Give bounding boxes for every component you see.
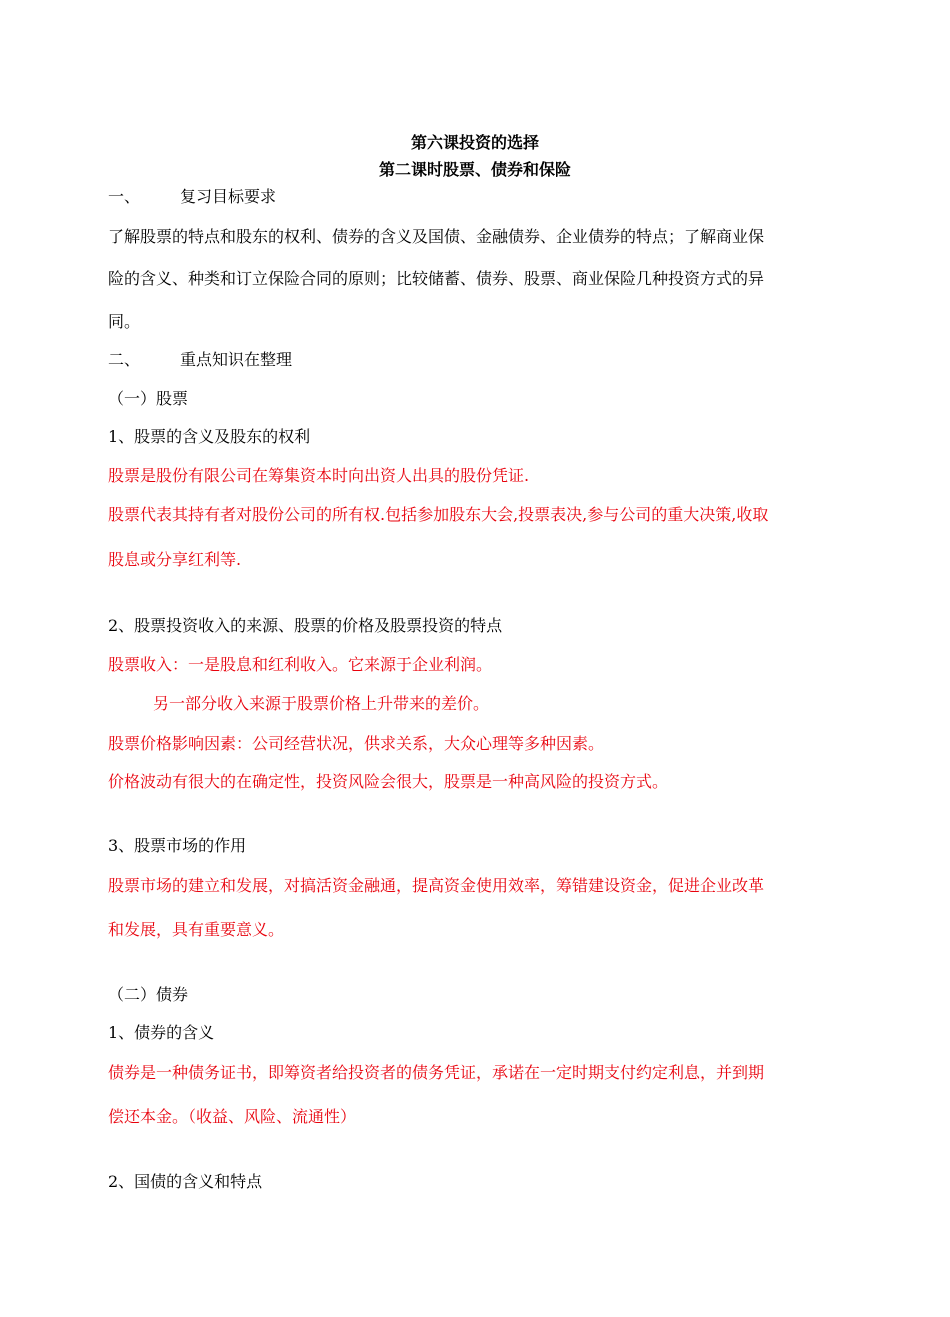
bond-question-2: 2、国债的含义和特点: [108, 1172, 263, 1191]
bond-answer-1-line-1: 债券是一种债务证书，即筹资者给投资者的债务凭证，承诺在一定时期支付约定利息，并到期: [108, 1063, 765, 1082]
section2-title: 重点知识在整理: [180, 350, 293, 369]
bond-answer-1-line-2: 偿还本金。（收益、风险、流通性）: [108, 1107, 357, 1126]
stock-answer-2-line-2: 另一部分收入来源于股票价格上升带来的差价。: [153, 694, 490, 713]
stock-question-2: 2、股票投资收入的来源、股票的价格及股票投资的特点: [108, 616, 503, 635]
section2-number: 二、: [108, 350, 141, 369]
section2-heading: [108, 350, 292, 370]
stock-question-1: 1、股票的含义及股东的权利: [108, 427, 311, 446]
stock-answer-2-line-1: 股票收入：一是股息和红利收入。它来源于企业利润。: [108, 655, 493, 674]
bond-heading: （二）债券: [108, 985, 189, 1004]
stock-answer-2-line-4: 价格波动有很大的在确定性，投资风险会很大，股票是一种高风险的投资方式。: [108, 772, 669, 791]
bond-question-1: 1、债券的含义: [108, 1023, 215, 1042]
section1-title: 复习目标要求: [180, 187, 277, 206]
stock-question-3: 3、股票市场的作用: [108, 836, 247, 855]
stock-answer-1-line-2: 股票代表其持有者对股份公司的所有权.包括参加股东大会,投票表决,参与公司的重大决策,收取: [108, 505, 769, 524]
stock-answer-1-line-3: 股息或分享红利等.: [108, 550, 242, 569]
section1-number: 一、: [108, 187, 141, 206]
stock-heading: （一）股票: [108, 389, 189, 408]
document-title: 第六课投资的选择: [410, 133, 539, 152]
section1-text-line-2: 险的含义、种类和订立保险合同的原则；比较储蓄、债券、股票、商业保险几种投资方式的异: [108, 269, 765, 288]
document-subtitle: 第二课时股票、债券和保险: [378, 160, 571, 179]
stock-answer-3-line-2: 和发展，具有重要意义。: [108, 920, 285, 939]
section1-text-line-1: 了解股票的特点和股东的权利、债券的含义及国债、金融债券、企业债券的特点；了解商业保: [108, 227, 765, 246]
section1-text-line-3: 同。: [108, 312, 141, 331]
section1-heading: [108, 187, 276, 207]
stock-answer-3-line-1: 股票市场的建立和发展，对搞活资金融通，提高资金使用效率，筹错建设资金，促进企业改革: [108, 876, 765, 895]
stock-answer-1-line-1: 股票是股份有限公司在筹集资本时向出资人出具的股份凭证.: [108, 466, 530, 485]
stock-answer-2-line-3: 股票价格影响因素：公司经营状况，供求关系，大众心理等多种因素。: [108, 734, 605, 753]
